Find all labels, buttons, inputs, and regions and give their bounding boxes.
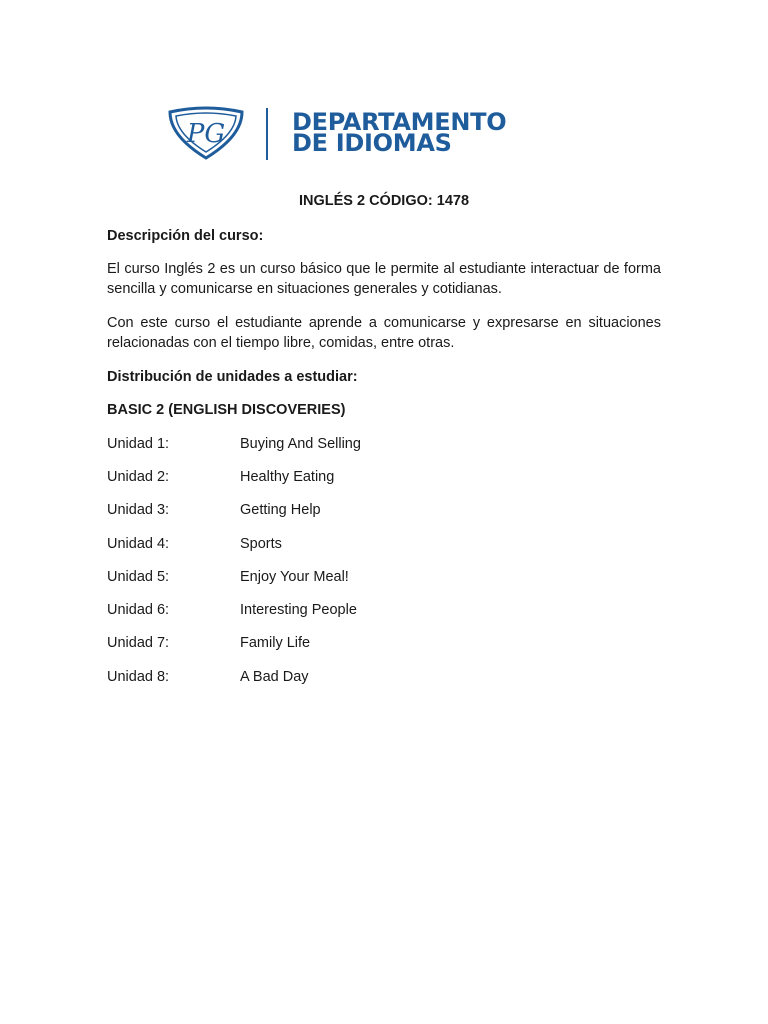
unit-row-2 [107,467,334,487]
unit-title: Interesting People [240,602,357,618]
unit-label: Unidad 6: [107,602,170,618]
unit-title: Family Life [240,635,311,651]
unit-label: Unidad 7: [107,635,170,651]
unit-row-5 [107,567,349,587]
unit-row-8 [107,667,309,687]
department-line-1: DEPARTAMENTO [292,108,507,136]
unit-row-7 [107,633,310,653]
description-paragraph-1: El curso Inglés 2 es un curso básico que le permite al estudiante interactuar de forma sencilla y comunicarse en situaciones generales y cotidianas. [107,261,661,297]
unit-label: Unidad 8: [107,669,170,685]
pg-seal-icon [166,106,246,160]
unit-title: Healthy Eating [240,469,335,485]
svg-text:PG: PG [186,119,226,149]
program-name: BASIC 2 (ENGLISH DISCOVERIES) [107,402,346,418]
description-heading: Descripción del curso: [107,228,264,244]
department-logo [160,104,660,166]
unit-title: Getting Help [240,502,321,518]
unit-label: Unidad 3: [107,502,170,518]
unit-title: Sports [240,536,282,552]
units-heading: Distribución de unidades a estudiar: [107,369,358,385]
course-title: INGLÉS 2 CÓDIGO: 1478 [298,193,470,209]
unit-row-4 [107,534,282,554]
description-paragraph-2: Con este curso el estudiante aprende a comunicarse y expresarse en situaciones relacionadas con el tiempo libre, comidas, entre otras. [107,315,661,351]
unit-label: Unidad 2: [107,469,170,485]
unit-title: A Bad Day [240,669,309,685]
unit-row-6 [107,600,357,620]
unit-label: Unidad 1: [107,436,170,452]
logo-divider [266,108,268,160]
unit-row-1 [107,434,361,454]
department-line-2: DE IDIOMAS [292,129,452,157]
unit-title: Buying And Selling [240,436,361,452]
unit-row-3 [107,500,321,520]
unit-title: Enjoy Your Meal! [240,569,349,585]
unit-label: Unidad 4: [107,536,170,552]
department-name [292,108,507,157]
unit-label: Unidad 5: [107,569,170,585]
